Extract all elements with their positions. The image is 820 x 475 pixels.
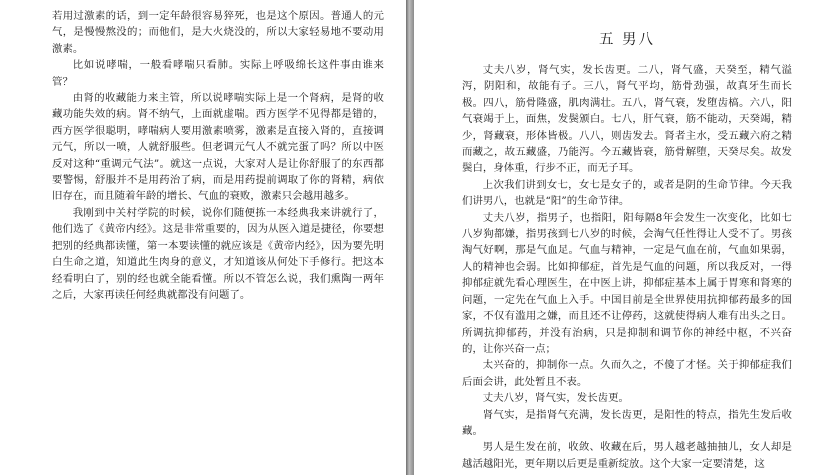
paragraph: 肾气实，是指肾气充满，发长齿更，是阳性的特点，指先生发后收藏。 [462, 408, 792, 437]
paragraph: 由肾的收藏能力来主管，所以说哮喘实际上是一个肾病，是肾的收藏功能失效的病。肾不纳气，上面就虚喘。西方医学不见得都是错的，西方医学很聪明，哮喘病人要用激素喷雾，激素是直接入肾的，直接调元气，所以一喷，人就舒服些。但老调元气人不就完蛋了吗？所以中医反对这种“重调元气法”。就这一点说，大家对人是让你舒服了的东西都要警惕，舒服并不是用药治了病，而是用药提前调取了你的肾精，病依旧存在，而且随着年龄的增长、气血的衰败，激素只会越用越多。 [52, 92, 384, 203]
paragraph: 上次我们讲到女七，女七是女子的，或者是阴的生命节律。今天我们讲男八，也就是“阳”的生命节律。 [462, 178, 792, 208]
paragraph: 比如说哮喘，一般看哮喘只看肺。实际上呼吸绵长这件事由谁来管？ [52, 59, 384, 88]
paragraph: 男人是生发在前，收敛、收藏在后，男人越老越抽抽儿，女人却是越活越阳光，更年期以后更是重新绽放。这个大家一定要清楚，这 [462, 441, 792, 470]
chapter-title: 五 男八 [598, 32, 656, 48]
paragraph: 太兴奋的，抑制你一点。久而久之，不傻了才怪。关于抑郁症我们后面会讲，此处暂且不表。 [462, 359, 792, 388]
paragraph: 我刚到中关村学院的时候，说你们随便拣一本经典我来讲就行了，他们选了《黄帝内经》。这是非常重要的，因为从医入道是捷径，你要想把别的经典都读懂，第一本要读懂的就应该是《黄帝内经》，因为要先明白生命之道，知道此生肉身的意义，才知道该从何处下手修行。把这本经看明白了，别的经也就全能看懂。所以不管怎么说，我们熏陶一两年之后，大家再读任何经典就都没有问题了。 [52, 206, 384, 301]
right-page [414, 0, 820, 475]
paragraph: 丈夫八岁，指男子，也指阳，阳每隔8年会发生一次变化，比如七八岁狗都嫌，指男孩到七八岁的时候，会淘气任性得让人受不了。男孩淘气好啊，那是气血足。气血与精神，一定是气血在前，气血如果弱，人的精神也会弱。比如抑郁症，首先是气血的问题，所以我反对，一得抑郁症就先看心理医生，在中医上讲，抑郁症基本上属于胃寒和肾寒的问题，一定先在气血上入手。中国目前是全世界使用抗抑郁药最多的国家，不仅有滥用之嫌，而且还不让停药，这就使得病人难有出头之日。所调抗抑郁药，并没有治病，只是抑制和调节你的神经中枢，不兴奋的，让你兴奋一点； [462, 211, 792, 355]
paragraph: 若用过激素的话，到一定年龄很容易猝死，也是这个原因。普通人的元气，是慢慢熬没的；而他们，是大火烧没的，所以大家轻易地不要动用激素。 [52, 10, 384, 55]
paragraph: 丈夫八岁，肾气实，发长齿更。二八，肾气盛，天癸至，精气溢泻，阴阳和，故能有子。三八，肾气平均，筋骨劲强，故真牙生而长极。四八，筋骨隆盛，肌肉满壮。五八，肾气衰，发堕齿槁。六八，阳气衰竭于上，面焦，发鬓颁白。七八，肝气衰，筋不能动，天癸竭，精少，肾藏衰，形体皆极。八八，则齿发去。肾者主水，受五藏六府之精而藏之，故五藏盛，乃能泻。今五藏皆衰，筋骨解堕，天癸尽矣。故发鬓白，身体重，行步不正，而无子耳。 [462, 64, 792, 175]
left-page [0, 0, 406, 475]
page-gutter [406, 0, 414, 475]
paragraph: 丈夫八岁，肾气实，发长齿更。 [482, 392, 629, 405]
